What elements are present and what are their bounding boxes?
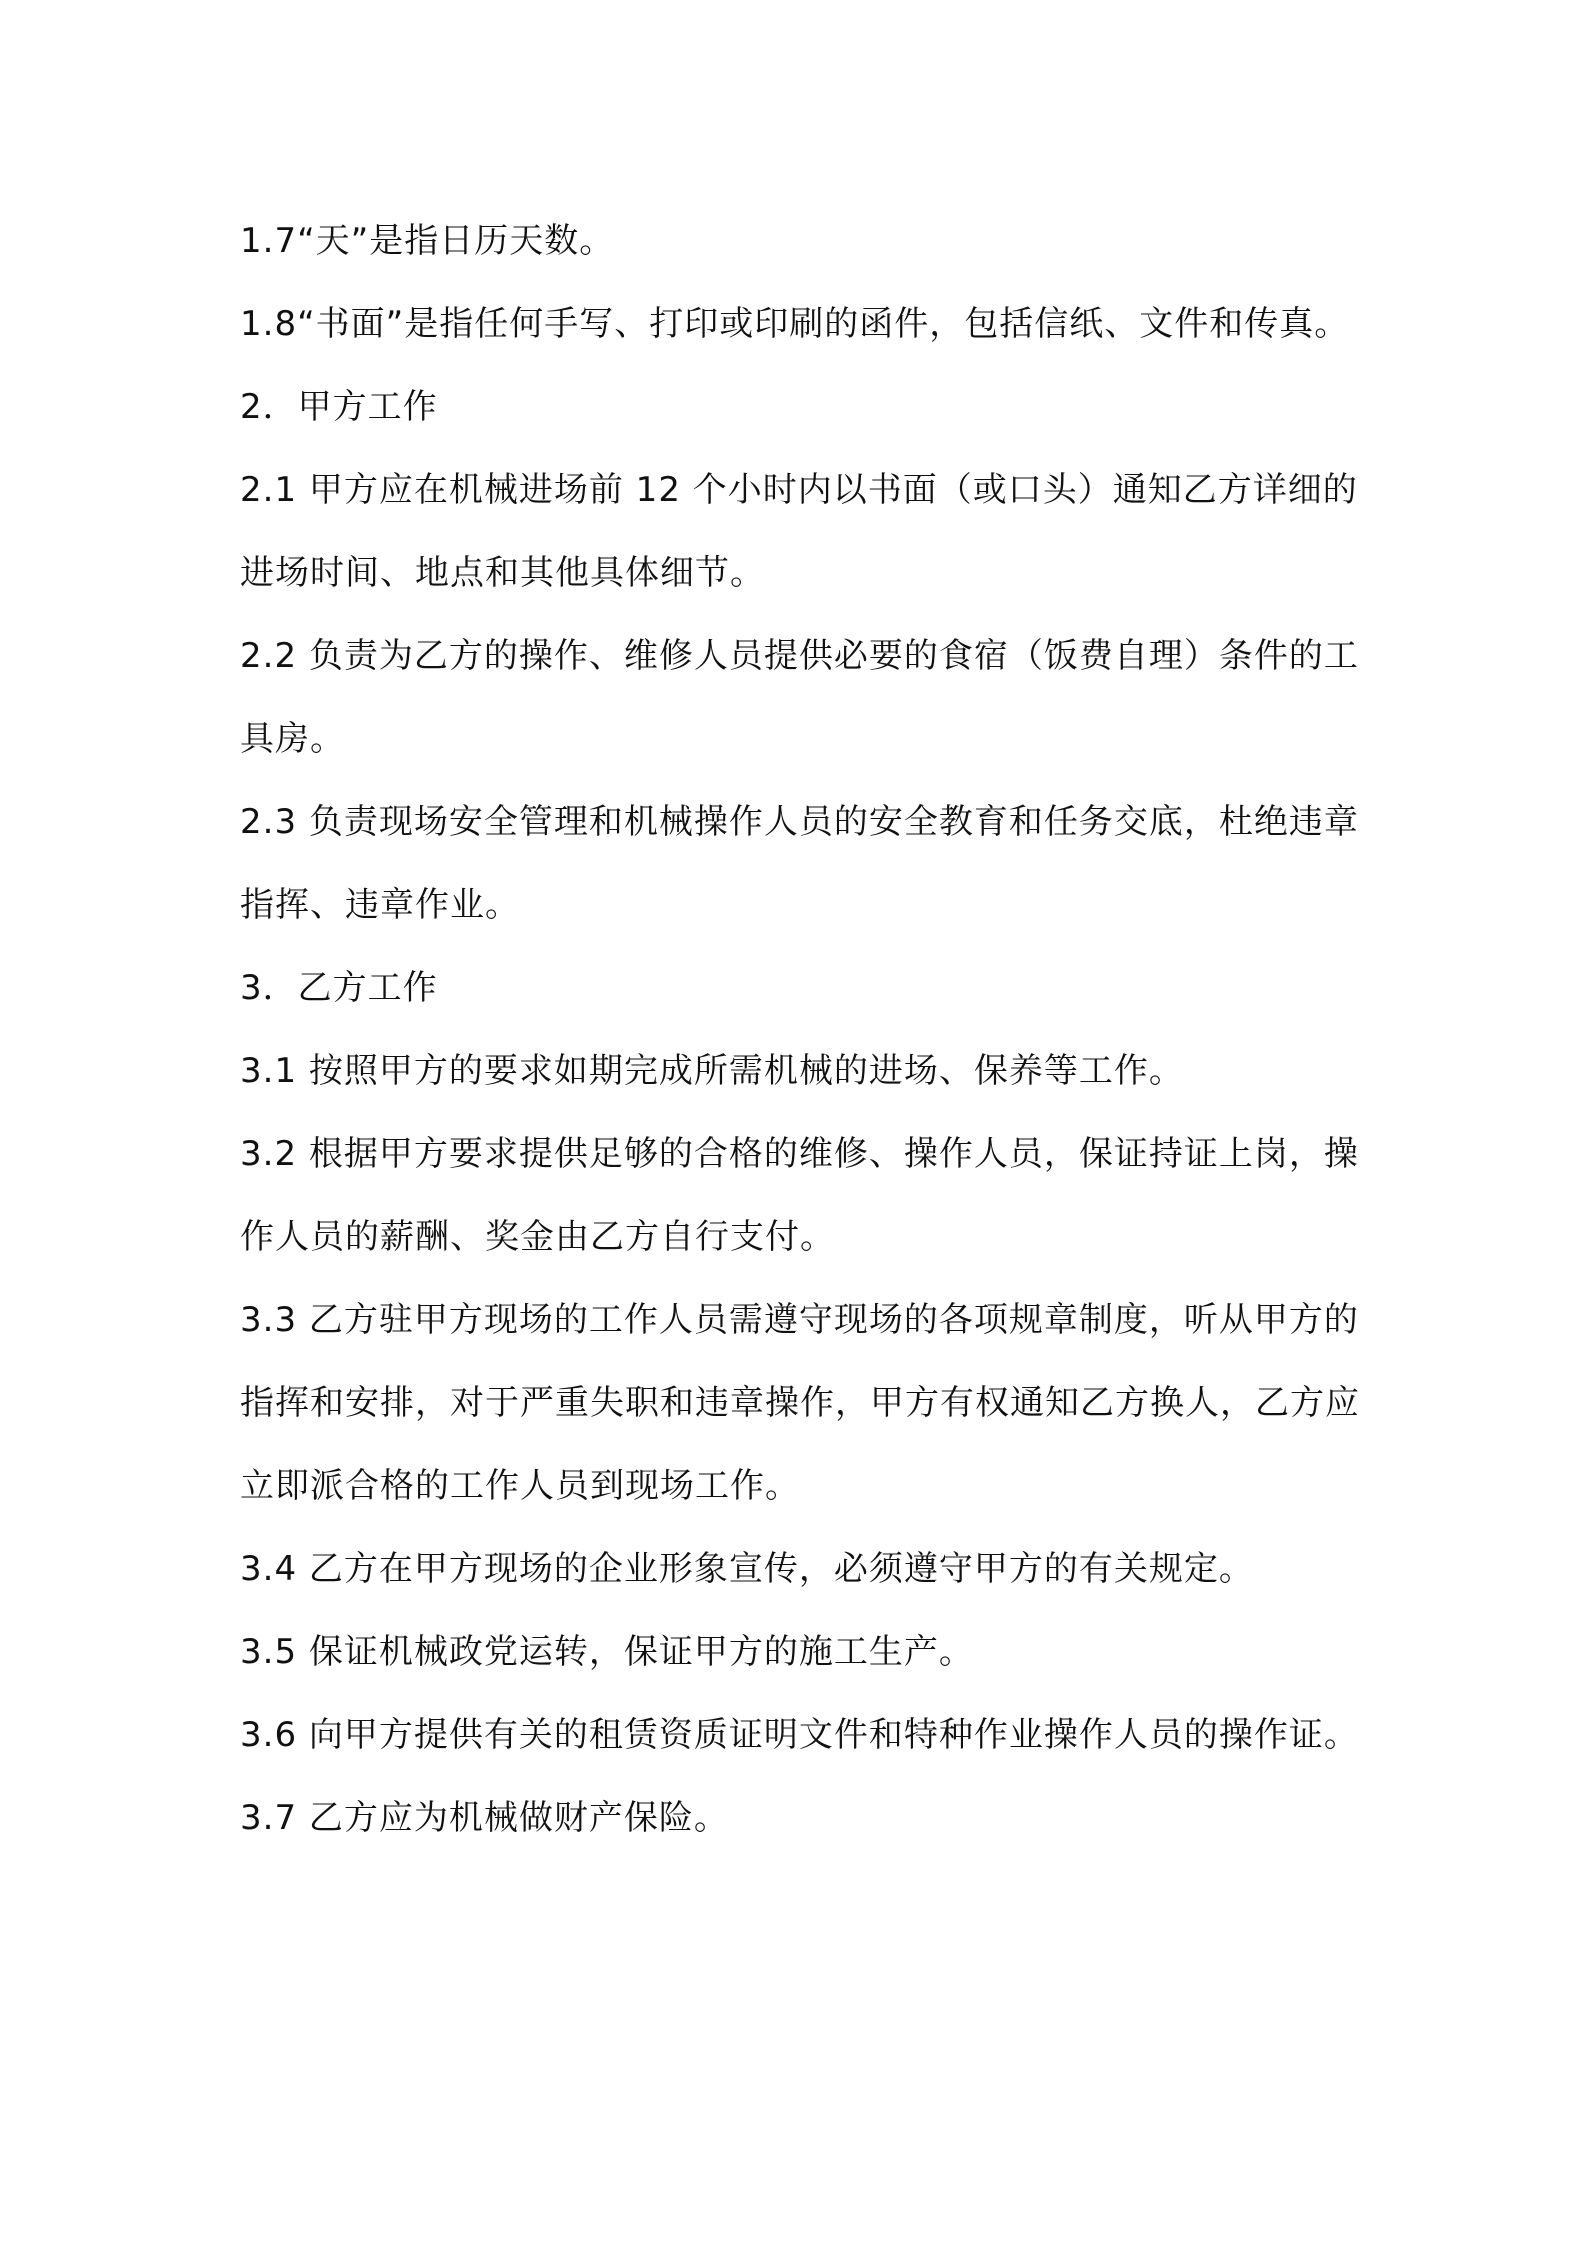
clause-3-5: 3.5 保证机械政党运转，保证甲方的施工生产。 <box>240 1632 974 1672</box>
section-2-heading: 2．甲方工作 <box>240 387 438 427</box>
section-3-heading: 3．乙方工作 <box>240 968 438 1008</box>
clause-2-1: 2.1 甲方应在机械进场前 12 个小时内以书面（或口头）通知乙方详细的进场时间、地点和其他具体细节。 <box>240 470 1358 593</box>
clause-2-2: 2.2 负责为乙方的操作、维修人员提供必要的食宿（饭费自理）条件的工具房。 <box>240 636 1359 759</box>
clause-3-2: 3.2 根据甲方要求提供足够的合格的维修、操作人员，保证持证上岗，操作人员的薪酬、奖金由乙方自行支付。 <box>240 1134 1359 1257</box>
clause-3-7: 3.7 乙方应为机械做财产保险。 <box>240 1798 729 1838</box>
clause-3-4: 3.4 乙方在甲方现场的企业形象宣传，必须遵守甲方的有关规定。 <box>240 1549 1254 1589</box>
clause-3-1: 3.1 按照甲方的要求如期完成所需机械的进场、保养等工作。 <box>240 1051 1184 1091</box>
clause-3-3: 3.3 乙方驻甲方现场的工作人员需遵守现场的各项规章制度，听从甲方的指挥和安排，对于严重失职和违章操作，甲方有权通知乙方换人，乙方应立即派合格的工作人员到现场工作。 <box>240 1300 1360 1506</box>
clause-3-6: 3.6 向甲方提供有关的租赁资质证明文件和特种作业操作人员的操作证。 <box>240 1715 1359 1755</box>
clause-1-8: 1.8“书面”是指任何手写、打印或印刷的函件，包括信纸、文件和传真。 <box>240 304 1350 344</box>
clause-1-7: 1.7“天”是指日历天数。 <box>240 221 615 261</box>
document-body <box>240 200 1360 1860</box>
clause-2-3: 2.3 负责现场安全管理和机械操作人员的安全教育和任务交底，杜绝违章指挥、违章作业。 <box>240 802 1359 925</box>
